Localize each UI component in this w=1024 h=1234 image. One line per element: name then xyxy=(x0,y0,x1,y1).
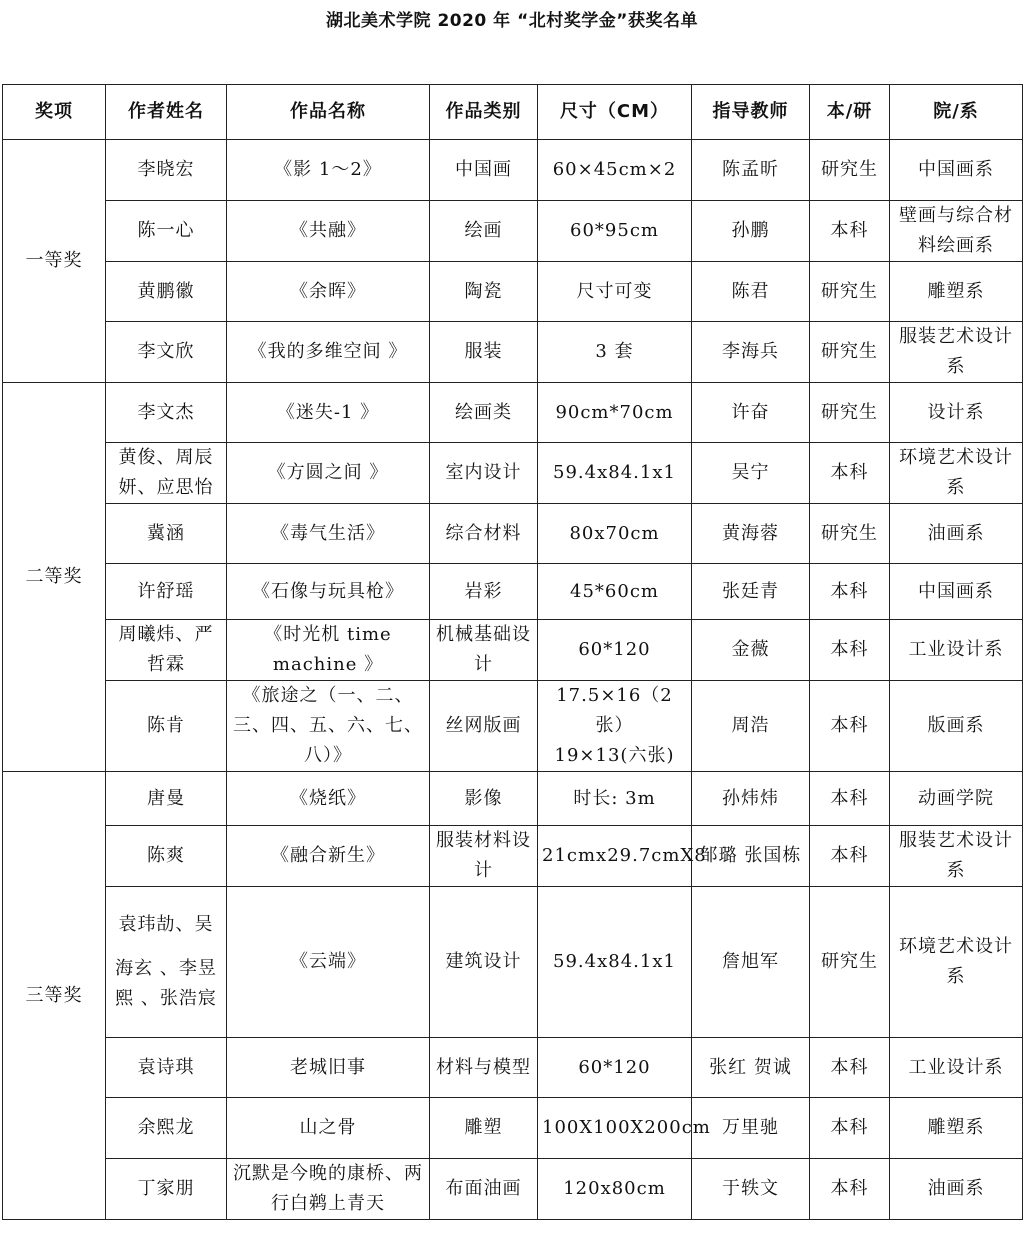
category-cell: 建筑设计 xyxy=(430,887,538,1038)
author-cell: 周曦炜、严哲霖 xyxy=(106,620,227,681)
table-row xyxy=(3,1159,1023,1220)
teacher-cell: 邹璐 张国栋 xyxy=(692,826,810,887)
teacher-cell: 许奋 xyxy=(692,383,810,443)
category-cell: 室内设计 xyxy=(430,443,538,504)
work-cell: 《我的多维空间 》 xyxy=(227,322,430,383)
dept-cell: 服装艺术设计系 xyxy=(890,322,1023,383)
size-cell: 尺寸可变 xyxy=(538,262,692,322)
author-cell: 黄鹏徽 xyxy=(106,262,227,322)
author-cell: 余熙龙 xyxy=(106,1098,227,1159)
header-author: 作者姓名 xyxy=(106,85,227,140)
level-cell: 本科 xyxy=(810,681,890,772)
header-row xyxy=(3,85,1023,140)
author-cell: 袁诗琪 xyxy=(106,1038,227,1098)
category-cell: 影像 xyxy=(430,772,538,826)
table-row xyxy=(3,1098,1023,1159)
size-line: 19×13(六张) xyxy=(554,745,675,766)
category-cell: 绘画 xyxy=(430,201,538,262)
awards-table xyxy=(2,84,1023,1220)
teacher-cell: 周浩 xyxy=(692,681,810,772)
author-cell: 冀涵 xyxy=(106,504,227,564)
table-row xyxy=(3,564,1023,620)
author-cell xyxy=(106,887,227,1038)
level-cell: 本科 xyxy=(810,201,890,262)
work-cell: 《石像与玩具枪》 xyxy=(227,564,430,620)
author-cell: 黄俊、周辰妍、应思怡 xyxy=(106,443,227,504)
size-cell xyxy=(538,681,692,772)
author-cell: 丁家朋 xyxy=(106,1159,227,1220)
level-cell: 研究生 xyxy=(810,322,890,383)
document-title: 湖北美术学院 2020 年 “北村奖学金”获奖名单 xyxy=(326,11,698,31)
category-cell: 绘画类 xyxy=(430,383,538,443)
level-cell: 本科 xyxy=(810,1159,890,1220)
size-cell: 90cm*70cm xyxy=(538,383,692,443)
category-cell: 雕塑 xyxy=(430,1098,538,1159)
size-cell: 100X100X200cm xyxy=(538,1098,692,1159)
work-cell: 《旅途之（一、二、三、四、五、六、七、八）》 xyxy=(227,681,430,772)
level-cell: 本科 xyxy=(810,772,890,826)
size-cell: 60×45cm×2 xyxy=(538,140,692,201)
size-cell: 60*95cm xyxy=(538,201,692,262)
category-cell: 布面油画 xyxy=(430,1159,538,1220)
author-cell: 陈一心 xyxy=(106,201,227,262)
dept-cell: 中国画系 xyxy=(890,140,1023,201)
work-cell: 《方圆之间 》 xyxy=(227,443,430,504)
category-cell: 中国画 xyxy=(430,140,538,201)
dept-cell: 雕塑系 xyxy=(890,1098,1023,1159)
work-cell: 《融合新生》 xyxy=(227,826,430,887)
category-cell: 机械基础设计 xyxy=(430,620,538,681)
teacher-cell: 黄海蓉 xyxy=(692,504,810,564)
level-cell: 本科 xyxy=(810,620,890,681)
teacher-cell: 李海兵 xyxy=(692,322,810,383)
work-cell: 《余晖》 xyxy=(227,262,430,322)
table-row xyxy=(3,443,1023,504)
teacher-cell: 万里驰 xyxy=(692,1098,810,1159)
author-cell: 陈肯 xyxy=(106,681,227,772)
teacher-cell: 张廷青 xyxy=(692,564,810,620)
table-row xyxy=(3,201,1023,262)
dept-cell: 壁画与综合材料绘画系 xyxy=(890,201,1023,262)
size-cell: 60*120 xyxy=(538,1038,692,1098)
level-cell: 研究生 xyxy=(810,383,890,443)
work-cell: 沉默是今晚的康桥、两行白鹈上青天 xyxy=(227,1159,430,1220)
size-cell: 45*60cm xyxy=(538,564,692,620)
work-cell: 《影 1～2》 xyxy=(227,140,430,201)
work-cell: 《共融》 xyxy=(227,201,430,262)
table-row xyxy=(3,322,1023,383)
author-cell: 李晓宏 xyxy=(106,140,227,201)
work-cell: 老城旧事 xyxy=(227,1038,430,1098)
level-cell: 本科 xyxy=(810,1038,890,1098)
header-work: 作品名称 xyxy=(227,85,430,140)
category-cell: 材料与模型 xyxy=(430,1038,538,1098)
author-cell: 李文杰 xyxy=(106,383,227,443)
author-line: 袁玮劼、吴 xyxy=(118,914,214,935)
table-row xyxy=(3,504,1023,564)
header-teacher: 指导教师 xyxy=(692,85,810,140)
teacher-cell: 陈君 xyxy=(692,262,810,322)
size-cell: 3 套 xyxy=(538,322,692,383)
level-cell: 本科 xyxy=(810,826,890,887)
table-row xyxy=(3,262,1023,322)
teacher-cell: 孙鹏 xyxy=(692,201,810,262)
table-row xyxy=(3,826,1023,887)
author-cell: 唐曼 xyxy=(106,772,227,826)
size-cell: 59.4x84.1x1 xyxy=(538,443,692,504)
author-line: 海玄 、李昱熙 、张浩宸 xyxy=(115,958,217,1009)
category-cell: 陶瓷 xyxy=(430,262,538,322)
size-cell: 59.4x84.1x1 xyxy=(538,887,692,1038)
dept-cell: 服装艺术设计系 xyxy=(890,826,1023,887)
work-cell: 山之骨 xyxy=(227,1098,430,1159)
level-cell: 本科 xyxy=(810,443,890,504)
size-cell: 80x70cm xyxy=(538,504,692,564)
teacher-cell: 金薇 xyxy=(692,620,810,681)
table-row xyxy=(3,140,1023,201)
size-line: 17.5×16（2张） xyxy=(556,685,673,736)
header-award: 奖项 xyxy=(3,85,106,140)
work-cell: 《烧纸》 xyxy=(227,772,430,826)
author-cell: 陈爽 xyxy=(106,826,227,887)
teacher-cell: 吴宁 xyxy=(692,443,810,504)
dept-cell: 工业设计系 xyxy=(890,620,1023,681)
dept-cell: 环境艺术设计系 xyxy=(890,887,1023,1038)
author-cell: 李文欣 xyxy=(106,322,227,383)
work-cell: 《迷失-1 》 xyxy=(227,383,430,443)
teacher-cell: 孙炜炜 xyxy=(692,772,810,826)
category-cell: 丝网版画 xyxy=(430,681,538,772)
level-cell: 研究生 xyxy=(810,887,890,1038)
award-cell-first: 一等奖 xyxy=(3,140,106,383)
teacher-cell: 詹旭军 xyxy=(692,887,810,1038)
level-cell: 本科 xyxy=(810,564,890,620)
level-cell: 研究生 xyxy=(810,262,890,322)
teacher-cell: 陈孟昕 xyxy=(692,140,810,201)
size-cell: 时长: 3m xyxy=(538,772,692,826)
work-cell: 《云端》 xyxy=(227,887,430,1038)
level-cell: 研究生 xyxy=(810,140,890,201)
header-size: 尺寸（CM） xyxy=(538,85,692,140)
dept-cell: 环境艺术设计系 xyxy=(890,443,1023,504)
level-cell: 研究生 xyxy=(810,504,890,564)
table-row xyxy=(3,772,1023,826)
dept-cell: 动画学院 xyxy=(890,772,1023,826)
table-row xyxy=(3,620,1023,681)
size-cell: 120x80cm xyxy=(538,1159,692,1220)
teacher-cell: 张红 贺诚 xyxy=(692,1038,810,1098)
dept-cell: 雕塑系 xyxy=(890,262,1023,322)
dept-cell: 设计系 xyxy=(890,383,1023,443)
header-dept: 院/系 xyxy=(890,85,1023,140)
dept-cell: 油画系 xyxy=(890,504,1023,564)
dept-cell: 油画系 xyxy=(890,1159,1023,1220)
award-cell-second: 二等奖 xyxy=(3,383,106,772)
dept-cell: 中国画系 xyxy=(890,564,1023,620)
dept-cell: 版画系 xyxy=(890,681,1023,772)
teacher-cell: 于轶文 xyxy=(692,1159,810,1220)
category-cell: 岩彩 xyxy=(430,564,538,620)
work-cell: 《时光机 time machine 》 xyxy=(227,620,430,681)
table-row xyxy=(3,1038,1023,1098)
header-category: 作品类别 xyxy=(430,85,538,140)
level-cell: 本科 xyxy=(810,1098,890,1159)
size-cell: 60*120 xyxy=(538,620,692,681)
dept-cell: 工业设计系 xyxy=(890,1038,1023,1098)
work-cell: 《毒气生活》 xyxy=(227,504,430,564)
table-row xyxy=(3,383,1023,443)
category-cell: 综合材料 xyxy=(430,504,538,564)
size-cell: 21cmx29.7cmX8 xyxy=(538,826,692,887)
author-cell: 许舒瑶 xyxy=(106,564,227,620)
header-level: 本/研 xyxy=(810,85,890,140)
category-cell: 服装材料设计 xyxy=(430,826,538,887)
table-row xyxy=(3,887,1023,1038)
table-row xyxy=(3,681,1023,772)
category-cell: 服装 xyxy=(430,322,538,383)
award-cell-third: 三等奖 xyxy=(3,772,106,1220)
